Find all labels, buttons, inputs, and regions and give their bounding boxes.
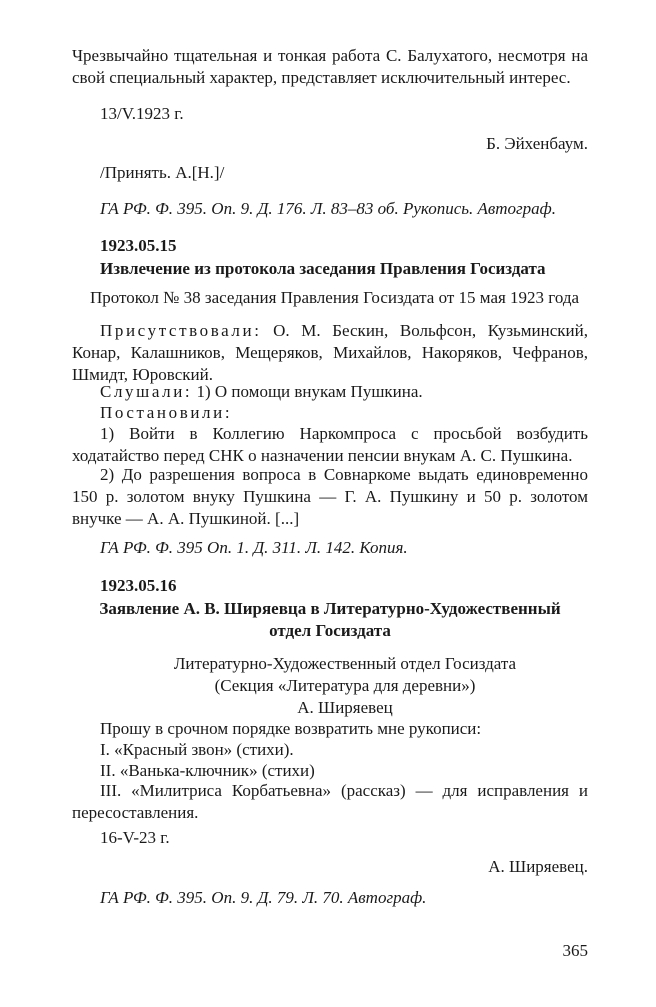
review-signature: Б. Эйхенбаум.: [486, 134, 588, 153]
decided-label: Постановили:: [100, 403, 233, 422]
decision-item-1: 1) Войти в Коллегию Наркомпроса с просьбой возбудить ходатайство перед СНК о назначении пенсии внукам А. С. Пушкина.: [72, 424, 588, 465]
manuscript-item-1: I. «Красный звон» (стихи).: [100, 740, 294, 759]
resolution-note: /Принять. А.[Н.]/: [100, 163, 225, 182]
entry-title: Извлечение из протокола заседания Правления Госиздата: [100, 259, 546, 278]
addressee-block: Литературно-Художественный отдел Госиздата (Секция «Литература для деревни») А. Ширяевец: [173, 654, 517, 717]
manuscript-item-3: III. «Милитриса Корбатьевна» (рассказ) — для исправления и пересоставления.: [72, 781, 588, 822]
attendees-paragraph: [72, 320, 588, 386]
protocol-subtitle: Протокол № 38 заседания Правления Госиздата от 15 мая 1923 года: [90, 288, 580, 307]
review-date: 13/V.1923 г.: [100, 104, 184, 123]
request-text: Прошу в срочном порядке возвратить мне рукописи:: [100, 719, 482, 738]
archive-source: ГА РФ. Ф. 395. Оп. 9. Д. 79. Л. 70. Автограф.: [100, 888, 427, 907]
heard-paragraph: [72, 381, 588, 403]
letter-date: 16-V-23 г.: [100, 828, 170, 847]
letter-signature: А. Ширяевец.: [488, 857, 588, 876]
archive-source: ГА РФ. Ф. 395. Оп. 9. Д. 176. Л. 83–83 об. Рукопись. Автограф.: [100, 199, 556, 218]
heard-label: Слушали:: [100, 382, 193, 401]
attendees-label: Присутствовали:: [100, 321, 262, 340]
review-paragraph: Чрезвычайно тщательная и тонкая работа С. Балухатого, несмотря на свой специальный характер, представляет исключительный интерес.: [72, 46, 588, 87]
entry-date: 1923.05.16: [100, 576, 177, 595]
entry-title: Заявление А. В. Ширяевца в Литературно-Художественный отдел Госиздата: [99, 599, 561, 640]
entry-date: 1923.05.15: [100, 236, 177, 255]
decision-item-2: 2) До разрешения вопроса в Совнаркоме выдать единовременно 150 р. золотом внуку Пушкина — Г. А. Пушкину и 50 р. золотом внучке — А. А. Пушкиной. [...]: [72, 465, 588, 528]
page-number: 365: [562, 941, 588, 960]
archive-source: ГА РФ. Ф. 395 Оп. 1. Д. 311. Л. 142. Копия.: [100, 538, 408, 557]
heard-text: 1) О помощи внукам Пушкина.: [196, 382, 423, 401]
manuscript-item-2: II. «Ванька-ключник» (стихи): [100, 761, 315, 780]
attendees-list: О. М. Бескин, Вольфсон, Кузьминский, Конар, Калашников, Мещеряков, Михайлов, Накоряков, Чефранов, Шмидт, Юровский.: [72, 321, 588, 384]
decided-paragraph: [72, 402, 588, 424]
